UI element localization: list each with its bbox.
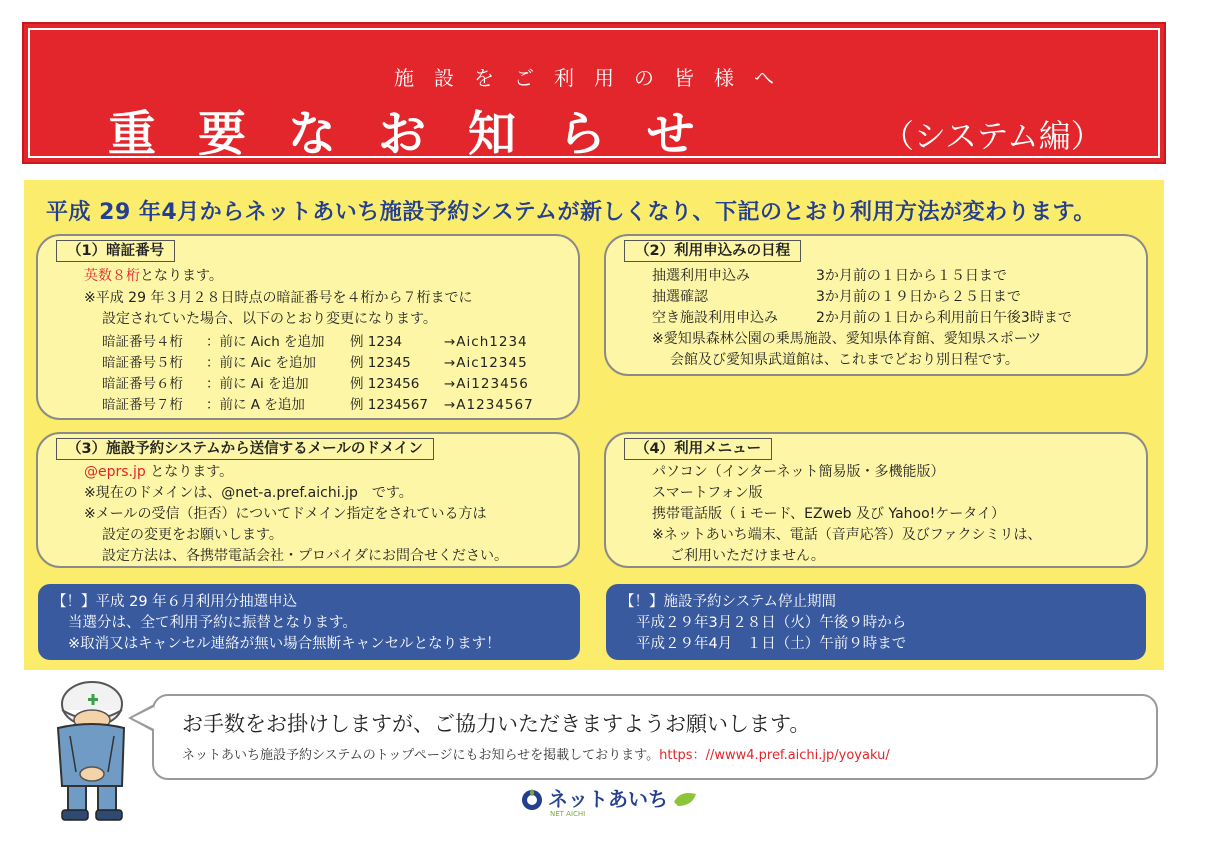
logo-text: ネットあいち bbox=[548, 787, 668, 811]
notice-lottery-line-1: 当選分は、全て利用予約に振替となります。 bbox=[68, 615, 357, 631]
footer-sub-text: ネットあいち施設予約システムのトップページにもお知らせを掲載しております。 bbox=[182, 748, 660, 763]
logo-subtext: NET AICHI bbox=[550, 810, 586, 818]
notice-downtime bbox=[606, 584, 1146, 660]
pin-row-example: 例 1234567 bbox=[350, 397, 428, 413]
pin-row-digits: 暗証番号４桁 bbox=[102, 334, 183, 350]
notice-downtime-line-2: 平成２９年4月 １日（土）午前９時まで bbox=[636, 636, 907, 652]
notice-downtime-line-1: 平成２９年3月２８日（火）午後９時から bbox=[636, 615, 907, 631]
pin-row-result: →A1234567 bbox=[444, 397, 534, 413]
banner-subtitle: 施設をご利用の皆様へ bbox=[394, 66, 794, 90]
pin-row-example: 例 1234 bbox=[350, 334, 403, 350]
schedule-row-label: 空き施設利用申込み bbox=[652, 310, 778, 326]
banner-title: 重要なお知らせ bbox=[108, 106, 737, 162]
pin-row-rule: ：前に A を追加 bbox=[206, 397, 305, 413]
section-mail-domain bbox=[36, 432, 580, 568]
pin-lead bbox=[84, 266, 223, 287]
pin-row-rule: ：前に Aich を追加 bbox=[206, 334, 325, 350]
mail-domain-line-1: ※現在のドメインは、@net-a.pref.aichi.jp です。 bbox=[84, 485, 413, 501]
mail-domain-line-2: ※メールの受信（拒否）についてドメイン指定をされている方は bbox=[84, 506, 487, 522]
banner-suffix: （システム編） bbox=[882, 117, 1103, 155]
pin-row-example: 例 12345 bbox=[350, 355, 411, 371]
schedule-note-1: ※愛知県森林公園の乗馬施設、愛知県体育館、愛知県スポーツ bbox=[652, 331, 1042, 347]
pin-row-result: →Aic12345 bbox=[444, 355, 528, 371]
mail-domain-line-4: 設定方法は、各携帯電話会社・プロバイダにお問合せください。 bbox=[102, 548, 508, 564]
footer-url-link[interactable]: https：//www4.pref.aichi.jp/yoyaku/ bbox=[659, 748, 890, 763]
pin-row-example: 例 123456 bbox=[350, 376, 420, 392]
mail-domain-rest: となります。 bbox=[145, 464, 234, 480]
menu-item: 携帯電話版（ｉモード、EZweb 及び Yahoo!ケータイ） bbox=[652, 506, 1006, 522]
menu-note-2: ご利用いただけません。 bbox=[670, 548, 825, 564]
mail-domain-line-3: 設定の変更をお願いします。 bbox=[102, 527, 283, 543]
menu-item: パソコン（インターネット簡易版・多機能版） bbox=[652, 464, 945, 480]
speech-tail-inner bbox=[132, 707, 154, 729]
pin-note-1: ※平成 29 年３月２８日時点の暗証番号を４桁から７桁までに bbox=[84, 290, 473, 306]
logo-leaf-icon bbox=[672, 790, 698, 808]
schedule-row-value: 2か月前の１日から利用前日午後3時まで bbox=[816, 310, 1072, 326]
notice-lottery bbox=[38, 584, 580, 660]
notice-panel bbox=[24, 180, 1164, 670]
section-menu bbox=[604, 432, 1148, 568]
notice-lottery-line-2: ※取消又はキャンセル連絡が無い場合無断キャンセルとなります！ bbox=[68, 636, 501, 652]
pin-row-digits: 暗証番号５桁 bbox=[102, 355, 183, 371]
section-mail-domain-title: （3）施設予約システムから送信するメールのドメイン bbox=[56, 438, 434, 460]
notice-downtime-title: 【！】施設予約システム停止期間 bbox=[620, 594, 837, 610]
pin-lead-rest: となります。 bbox=[140, 268, 223, 284]
pin-row-result: →Ai123456 bbox=[444, 376, 529, 392]
mail-domain-red: @eprs.jp bbox=[84, 464, 146, 480]
pin-row-rule: ：前に Aic を追加 bbox=[206, 355, 316, 371]
pin-row-rule: ：前に Ai を追加 bbox=[206, 376, 309, 392]
section-schedule-title: （2）利用申込みの日程 bbox=[624, 240, 801, 262]
notice-lottery-title: 【！】平成 29 年６月利用分抽選申込 bbox=[52, 594, 298, 610]
pin-note-2: 設定されていた場合、以下のとおり変更になります。 bbox=[102, 311, 437, 327]
bowing-worker-illustration bbox=[36, 676, 136, 826]
menu-note-1: ※ネットあいち端末、電話（音声応答）及びファクシミリは、 bbox=[652, 527, 1042, 543]
logo-mark-icon bbox=[520, 787, 544, 811]
section-pin bbox=[36, 234, 580, 420]
net-aichi-logo bbox=[520, 786, 698, 818]
schedule-row-value: 3か月前の１日から１５日まで bbox=[816, 268, 1007, 284]
mail-domain-lead bbox=[84, 462, 233, 483]
schedule-row-label: 抽選確認 bbox=[652, 289, 708, 305]
section-menu-title: （4）利用メニュー bbox=[624, 438, 772, 460]
schedule-note-2: 会館及び愛知県武道館は、これまでどおり別日程です。 bbox=[670, 352, 1019, 368]
speech-bubble bbox=[152, 694, 1158, 780]
section-schedule bbox=[604, 234, 1148, 376]
pin-lead-red: 英数８桁 bbox=[84, 268, 140, 284]
footer-sub bbox=[182, 746, 890, 766]
lead-text: 平成 29 年4月からネットあいち施設予約システムが新しくなり、下記のとおり利用方法が変わります。 bbox=[46, 200, 1096, 225]
section-pin-title: （1）暗証番号 bbox=[56, 240, 175, 262]
schedule-row-label: 抽選利用申込み bbox=[652, 268, 750, 284]
menu-item: スマートフォン版 bbox=[652, 485, 763, 501]
header-banner bbox=[22, 22, 1166, 164]
pin-row-digits: 暗証番号６桁 bbox=[102, 376, 183, 392]
schedule-row-value: 3か月前の１９日から２５日まで bbox=[816, 289, 1021, 305]
footer-message: お手数をお掛けしますが、ご協力いただきますようお願いします。 bbox=[182, 712, 811, 736]
pin-row-digits: 暗証番号７桁 bbox=[102, 397, 183, 413]
pin-row-result: →Aich1234 bbox=[444, 334, 528, 350]
